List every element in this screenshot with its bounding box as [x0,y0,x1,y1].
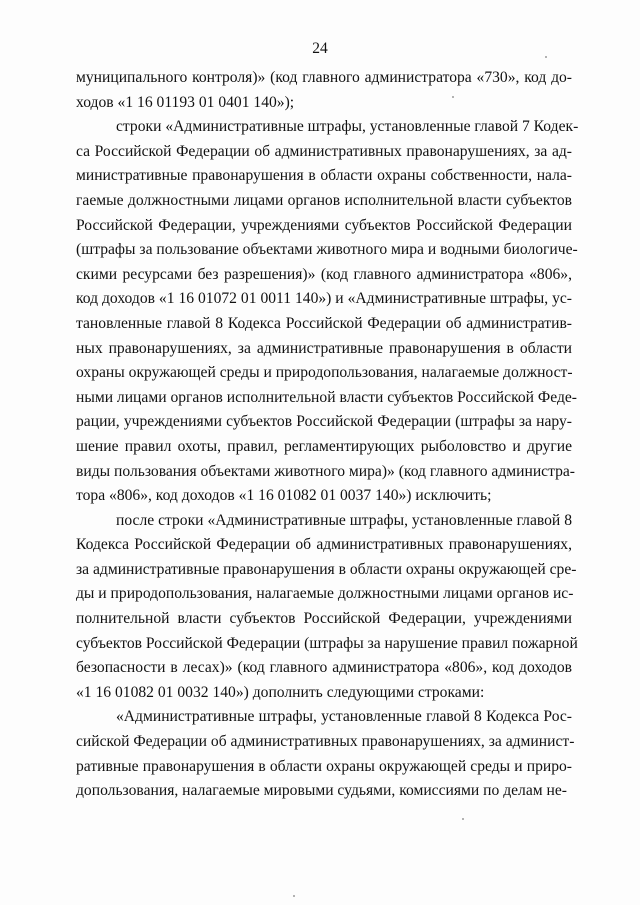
text-line: безопасности в лесах)» (код главного администратора «806», код доходов [76,659,572,677]
text-line: скими ресурсами без разрешения)» (код главного администратора «806», [76,265,572,283]
text-line: «1 16 01082 01 0032 140») дополнить следующими строками: [76,683,485,701]
text-line: допользования, налагаемые мировыми судьями, комиссиями по делам не- [76,782,567,800]
text-line: строки «Административные штрафы, установленные главой 7 Кодек- [116,118,579,136]
text-line: ративные правонарушения в области охраны окружающей среды и приро- [76,757,572,775]
text-line: ды и природопользования, налагаемые должностными лицами органов ис- [76,585,574,603]
text-line: гаемые должностными лицами органов исполнительной власти субъектов [76,191,572,209]
text-line: сийской Федерации об административных правонарушениях, за админист- [76,733,575,751]
text-line: охраны окружающей среды и природопользования, налагаемые должност- [76,364,573,382]
text-line: са Российской Федерации об административных правонарушениях, за ад- [76,142,572,160]
text-line: за административные правонарушения в области охраны окружающей сре- [76,560,577,578]
page-number: 24 [312,40,328,57]
scan-speck [462,818,464,820]
text-line: Российской Федерации, учреждениями субъектов Российской Федерации [76,216,572,234]
paragraph [76,115,579,509]
text-line: ными лицами органов исполнительной власти субъектов Российской Феде- [76,388,577,406]
text-line: тановленные главой 8 Кодекса Российской Федерации об административ- [76,314,572,332]
text-line: ходов «1 16 01193 01 0401 140»); [76,93,295,111]
paragraph [76,705,575,803]
document-body [76,66,579,804]
text-line: виды пользования объектами животного мира)» (код главного администра- [76,462,575,480]
scan-speck [452,96,454,98]
text-line: полнительной власти субъектов Российской Федерации, учреждениями [76,610,572,628]
text-line: рации, учреждениями субъектов Российской Федерации (штрафы за нару- [76,413,572,431]
text-line: ных правонарушениях, за административные правонарушения в области [76,339,572,357]
text-line: код доходов «1 16 01072 01 0011 140») и «Административные штрафы, ус- [76,290,572,308]
text-line: министративные правонарушения в области охраны собственности, нала- [76,167,572,185]
paragraph [76,66,572,115]
text-line: шение правил охоты, правил, регламентирующих рыболовство и другие [76,437,572,455]
text-line: субъектов Российской Федерации (штрафы за нарушение правил пожарной [76,634,578,652]
text-line: тора «806», код доходов «1 16 01082 01 0037 140») исключить; [76,487,492,505]
scan-speck [293,895,295,897]
text-line: после строки «Административные штрафы, установленные главой 8 [116,511,572,529]
paragraph [76,509,578,706]
text-line: (штрафы за пользование объектами животного мира и водными биологиче- [76,241,578,259]
scan-speck [545,56,547,58]
text-line: «Административные штрафы, установленные главой 8 Кодекса Рос- [116,708,572,726]
text-line: муниципального контроля)» (код главного администратора «730», код до- [76,69,572,86]
text-line: Кодекса Российской Федерации об административных правонарушениях, [76,536,572,554]
